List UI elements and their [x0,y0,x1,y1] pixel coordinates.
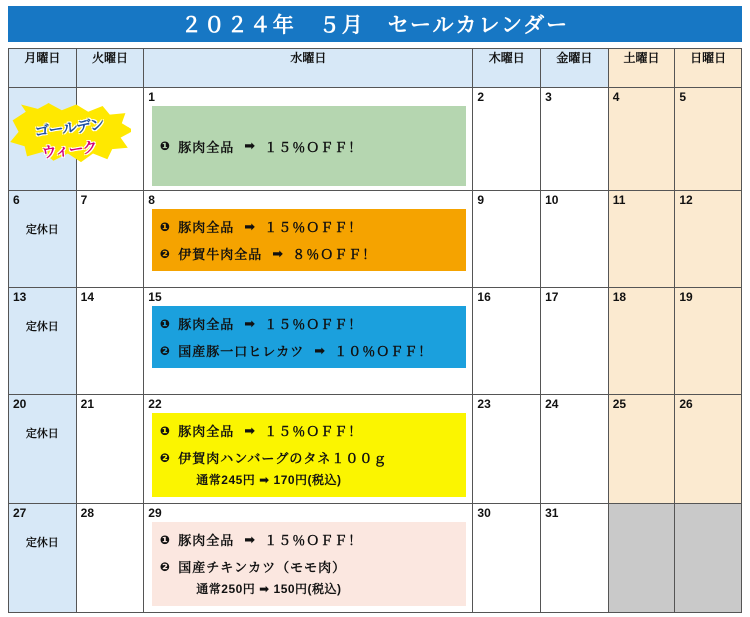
weekday-header-row [9,49,742,88]
sale-block-week2 [152,209,466,271]
sale-line [152,133,466,160]
golden-week-badge [9,103,105,175]
cell-week5-thu [473,504,541,613]
day-number: 26 [679,397,693,412]
cell-week3-fri [541,288,609,395]
sale-discount: １５％ＯＦＦ！ [264,139,363,155]
sale-price-note: 通常245円 ➡ 170円(税込) [196,473,342,488]
sale-item: 伊賀牛肉全品 [178,247,263,263]
bullet-1: ❶ [159,316,171,331]
calendar-week-row-5 [9,504,742,613]
sale-discount: １０％ＯＦＦ！ [334,344,433,360]
golden-week-line2: ウィーク [40,139,98,162]
sale-block-week5 [152,522,466,606]
day-number: 3 [545,90,552,104]
cell-week2-sun [675,191,742,288]
bullet-1: ❶ [159,139,171,154]
day-number: 31 [545,506,559,521]
day-number: 4 [612,90,620,104]
day-number: 18 [612,290,627,305]
sale-block-week3 [152,306,466,368]
cell-week2-thu [473,191,541,288]
weekday-header-sun: 日曜日 [675,49,742,88]
cell-week1-fri [541,88,609,191]
sale-item: 豚肉全品 [178,220,235,236]
day-number: 6 [13,193,20,208]
arrow-icon: ➡ [314,342,327,358]
cell-week3-thu [473,288,541,395]
sale-price-note: 通常250円 ➡ 150円(税込) [196,582,342,597]
cell-week5-mon [9,504,77,613]
cell-week4-thu [473,395,541,504]
day-number: 29 [148,506,162,521]
cell-week5-sun [675,504,742,613]
sale-discount: １５％ＯＦＦ！ [264,424,363,440]
day-number: 13 [13,290,27,305]
sale-block-week4 [152,413,466,497]
sale-line [152,337,466,364]
day-number: 1 [148,90,155,104]
day-number: 14 [80,290,94,305]
day-number: 17 [545,290,559,305]
cell-week2-wed [144,191,473,288]
weekday-header-tue: 火曜日 [76,49,144,88]
cell-week1-wed [144,88,473,191]
calendar-week-row-1 [9,88,742,191]
arrow-icon: ➡ [244,531,257,547]
sale-discount: １５％ＯＦＦ！ [264,533,363,549]
bullet-1: ❶ [159,219,171,234]
day-number: 2 [477,90,485,104]
bullet-1: ❶ [159,532,171,547]
weekday-header-wed: 水曜日 [144,49,473,88]
bullet-2: ❷ [159,343,171,358]
arrow-icon: ➡ [244,218,257,234]
cell-week5-wed [144,504,473,613]
cell-week1-sat [608,88,675,191]
cell-week2-fri [541,191,609,288]
cell-week4-fri [541,395,609,504]
day-number: 21 [80,397,94,412]
day-number: 24 [545,397,559,412]
day-number: 16 [477,290,491,305]
sale-line [152,417,466,444]
day-number [675,504,741,507]
cell-week4-wed [144,395,473,504]
arrow-icon: ➡ [272,245,285,261]
sale-line [152,526,466,553]
bullet-2: ❷ [159,559,171,574]
sale-discount: ８％ＯＦＦ！ [292,247,377,263]
day-number: 5 [679,90,687,104]
arrow-icon: ➡ [244,138,257,154]
weekday-header-mon: 月曜日 [9,49,77,88]
day-number: 19 [679,290,693,305]
sale-item: 豚肉全品 [178,139,235,155]
cell-week3-wed [144,288,473,395]
closed-label: 定休日 [25,428,59,441]
sale-line [152,553,466,580]
sale-line [152,240,466,267]
cell-week1-sun [675,88,742,191]
day-number: 28 [80,506,94,521]
day-number: 10 [545,193,559,208]
day-number: 27 [13,506,27,521]
bullet-2: ❷ [159,450,171,465]
cell-week5-sat [608,504,675,613]
day-number [77,88,144,91]
closed-label: 定休日 [25,321,59,334]
day-number: 9 [477,193,485,208]
sale-item: 豚肉全品 [178,317,235,333]
sale-line [152,213,466,240]
cell-week4-tue [76,395,144,504]
golden-week-badge-wrap [9,88,105,190]
page-title: ２０２４年 ５月 セールカレンダー [180,14,570,37]
bullet-1: ❶ [159,423,171,438]
day-number: 8 [148,193,155,208]
day-number: 20 [13,397,27,412]
cell-week4-sat [608,395,675,504]
cell-week2-tue [76,191,144,288]
cell-week1-mon [9,88,105,191]
cell-week4-mon [9,395,77,504]
cell-week3-mon [9,288,77,395]
closed-label: 定休日 [25,224,59,237]
cell-week4-sun [675,395,742,504]
cell-week1-thu [473,88,541,191]
calendar-week-row-4 [9,395,742,504]
weekday-header-fri: 金曜日 [541,49,609,88]
weekday-header-sat: 土曜日 [608,49,675,88]
sale-calendar-table [8,48,742,613]
day-number: 11 [612,193,626,208]
day-number: 12 [679,193,693,208]
sale-item: 国産豚一口ヒレカツ [178,344,305,360]
cell-week2-sat [608,191,675,288]
cell-week3-tue [76,288,144,395]
day-number: 30 [477,506,491,521]
day-number: 7 [80,193,88,208]
cell-week2-mon [9,191,77,288]
sale-line [152,444,466,471]
day-number: 23 [477,397,491,412]
page-title-bar [8,6,742,42]
day-number [609,504,675,507]
sale-item: 豚肉全品 [178,424,235,440]
sale-item: 伊賀肉ハンバーグのタネ１００ｇ [178,451,388,467]
sale-block-week1 [152,106,466,186]
arrow-icon: ➡ [244,315,257,331]
calendar-week-row-3 [9,288,742,395]
sale-discount: １５％ＯＦＦ！ [264,220,363,236]
day-number: 25 [612,397,627,412]
sale-line [152,310,466,337]
closed-label: 定休日 [25,537,59,550]
weekday-header-thu: 木曜日 [473,49,541,88]
day-number: 22 [148,397,162,412]
arrow-icon: ➡ [244,422,257,438]
cell-week3-sun [675,288,742,395]
sale-discount: １５％ＯＦＦ！ [264,317,363,333]
cell-week3-sat [608,288,675,395]
day-number: 15 [148,290,162,305]
cell-week5-fri [541,504,609,613]
calendar-week-row-2 [9,191,742,288]
golden-week-line1: ゴールデン [33,116,105,141]
bullet-2: ❷ [159,246,171,261]
sale-item: 豚肉全品 [178,533,235,549]
cell-week5-tue [76,504,144,613]
sale-item: 国産チキンカツ（モモ肉） [178,560,347,576]
